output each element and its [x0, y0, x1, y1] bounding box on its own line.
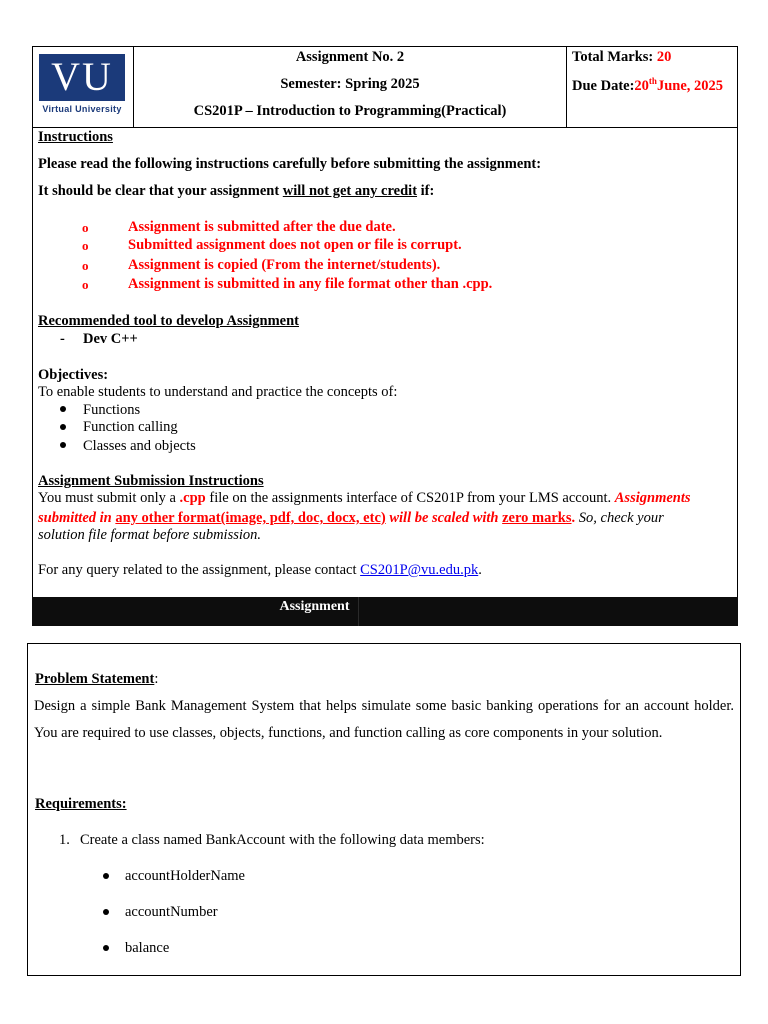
instructions-heading: Instructions	[38, 129, 113, 145]
tool-dash: -	[60, 331, 65, 347]
bullet-icon	[103, 909, 109, 915]
instructions-line1: Please read the following instructions carefully before submitting the assignment:	[38, 156, 542, 172]
instruction-item: Assignment is copied (From the internet/students).	[128, 257, 441, 273]
bullet-icon	[103, 873, 109, 879]
member-item: accountHolderName	[125, 868, 245, 884]
total-marks-value: 20	[656, 49, 672, 65]
member-item: accountNumber	[125, 904, 218, 920]
course-title: CS201P – Introduction to Programming(Practical)	[193, 103, 507, 119]
submission-line2	[38, 510, 664, 527]
bullet-icon	[103, 945, 109, 951]
line2-post: if:	[417, 183, 435, 199]
requirement-item: Create a class named BankAccount with the following data members:	[80, 832, 485, 848]
logo-text: VU	[51, 54, 113, 99]
query-end: .	[478, 562, 482, 578]
objective-item: Function calling	[83, 419, 178, 435]
problem-heading	[35, 671, 158, 688]
warning-text: Assignments	[614, 490, 691, 506]
due-day-suffix: th	[648, 76, 657, 86]
header-table	[32, 46, 738, 128]
tool-item: Dev C++	[83, 331, 138, 347]
submission-heading: Assignment Submission Instructions	[38, 473, 264, 489]
instructions-line2	[38, 183, 434, 200]
due-month-year: June, 2025	[656, 77, 724, 94]
assignment-bar-label: Assignment	[279, 599, 350, 614]
zero-marks: zero marks	[502, 510, 572, 526]
requirement-number: 1.	[59, 832, 70, 848]
cpp-highlight: .cpp	[179, 490, 206, 506]
bullet-icon	[60, 406, 66, 412]
line2-underlined: will not get any credit	[282, 183, 418, 199]
bullet-o-icon: o	[82, 220, 89, 235]
member-item: balance	[125, 940, 170, 956]
bullet-o-icon: o	[82, 258, 89, 273]
assignment-no: Assignment No. 2	[295, 49, 405, 65]
submission-line3: solution file format before submission.	[38, 527, 262, 543]
objectives-intro: To enable students to understand and practice the concepts of:	[38, 384, 398, 400]
objectives-heading: Objectives:	[38, 367, 109, 383]
assignment-bar	[32, 597, 738, 626]
due-date-label: Due Date:	[572, 77, 635, 94]
line2-pre: It should be clear that your assignment	[38, 183, 283, 199]
vu-logo	[39, 54, 125, 116]
due-date	[572, 76, 723, 95]
problem-heading-text: Problem Statement	[35, 671, 155, 687]
check-text: So, check your	[575, 510, 664, 526]
warning-text: submitted in	[38, 510, 116, 526]
instruction-item: Assignment is submitted in any file format other than .cpp.	[128, 276, 493, 292]
query-text: For any query related to the assignment, please contact	[38, 562, 361, 578]
tool-heading: Recommended tool to develop Assignment	[38, 313, 299, 329]
semester: Semester: Spring 2025	[280, 76, 420, 92]
instruction-item: Assignment is submitted after the due date.	[128, 219, 396, 235]
submission-text: You must submit only a	[38, 490, 180, 506]
format-warning: any other format(image, pdf, doc, docx, etc)	[115, 510, 386, 526]
bullet-icon	[60, 424, 66, 430]
submission-line1	[38, 490, 691, 507]
header-divider-2	[566, 47, 567, 127]
bullet-o-icon: o	[82, 238, 89, 253]
logo-block	[39, 54, 125, 101]
bullet-icon	[60, 442, 66, 448]
submission-text: file on the assignments interface of CS201P from your LMS account.	[205, 490, 615, 506]
logo-caption: Virtual University	[42, 104, 122, 114]
problem-heading-colon: :	[154, 671, 159, 687]
instruction-item: Submitted assignment does not open or file is corrupt.	[128, 237, 462, 253]
due-day: 20	[634, 77, 649, 94]
problem-statement: Design a simple Bank Management System that helps simulate some basic banking operations for an account holder. You are required to use classes, objects, functions, and function calling as core components in your solution.	[34, 698, 734, 741]
objective-item: Functions	[83, 402, 141, 418]
email-link[interactable]: CS201P@vu.edu.pk	[360, 562, 479, 578]
bullet-o-icon: o	[82, 277, 89, 292]
total-marks	[572, 49, 671, 66]
query-line	[38, 562, 482, 579]
total-marks-label: Total Marks:	[572, 49, 657, 65]
warning-dot: .	[571, 510, 576, 526]
requirements-heading: Requirements:	[35, 796, 127, 812]
warning-text: will be scaled with	[385, 510, 503, 526]
objective-item: Classes and objects	[83, 438, 196, 454]
